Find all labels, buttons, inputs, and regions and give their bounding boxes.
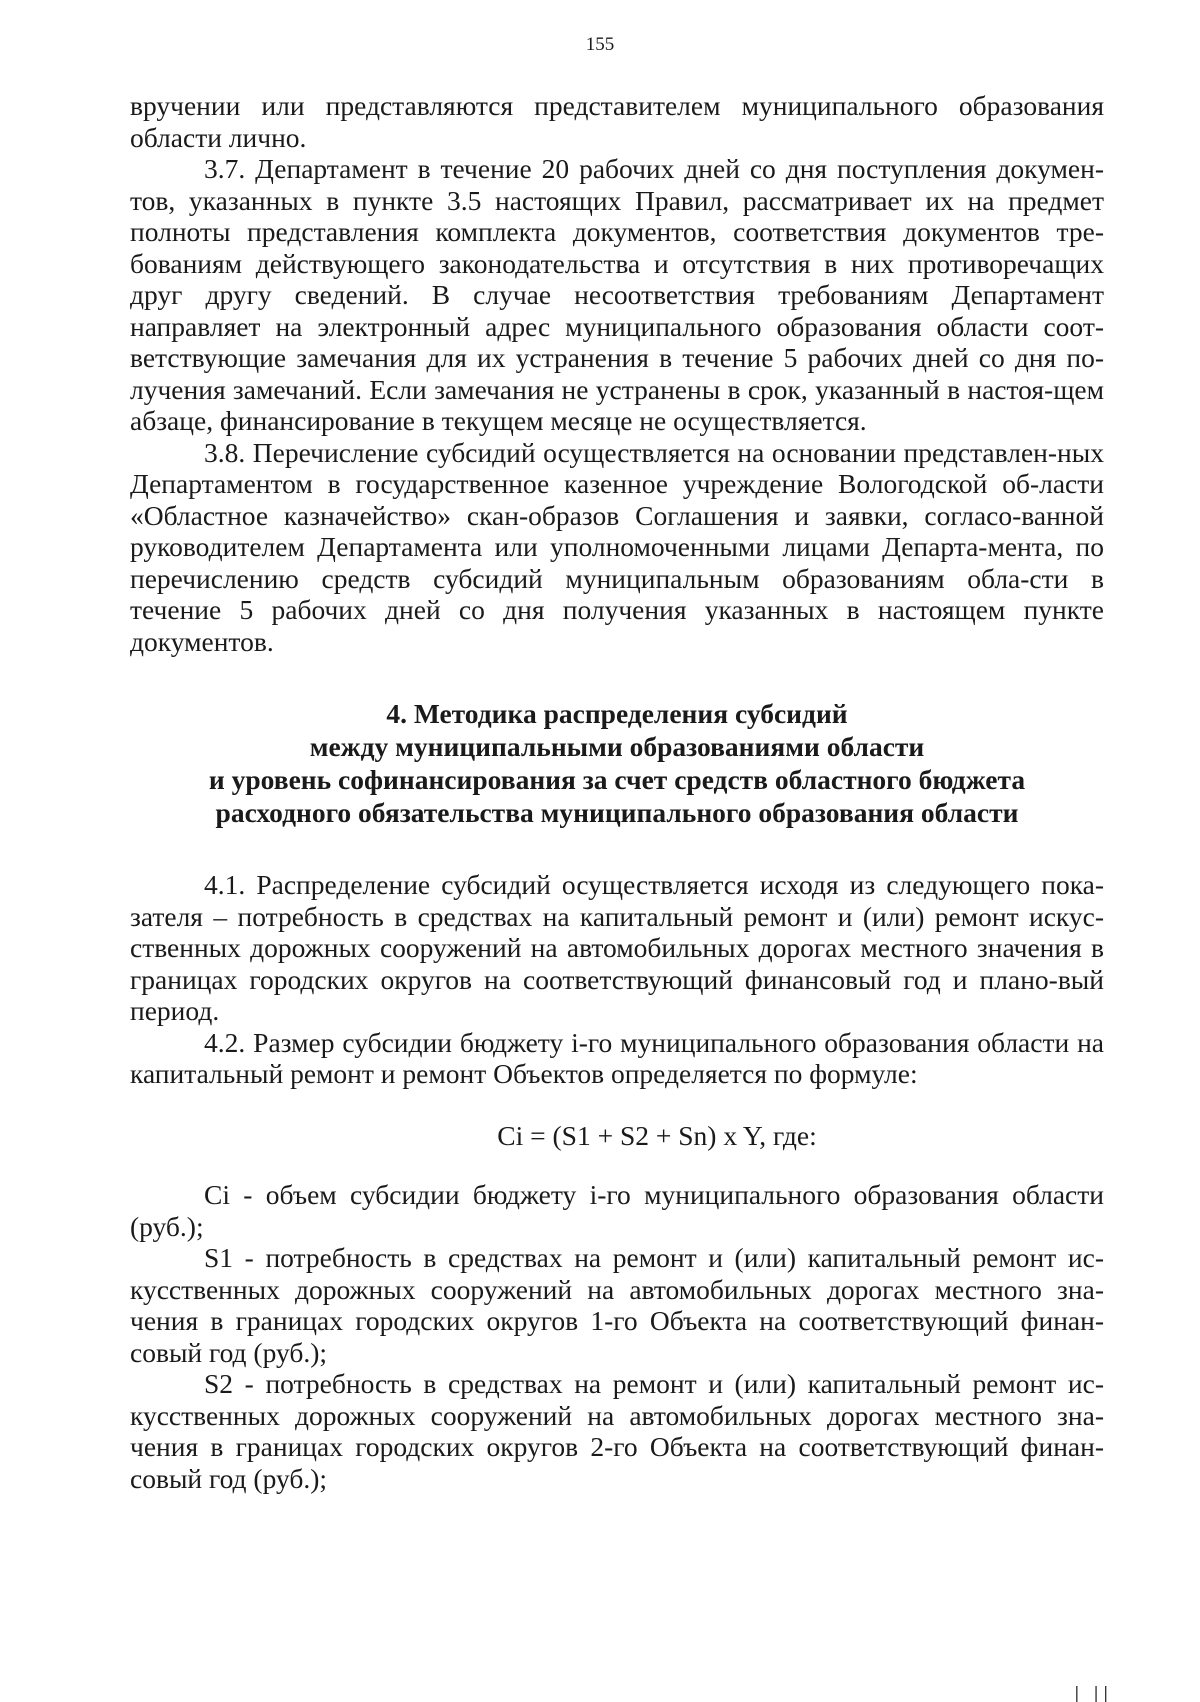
- section-heading-line: расходного обязательства муниципального образования области: [215, 797, 1019, 828]
- paragraph-3-8: 3.8. Перечисление субсидий осуществляется на основании представлен-ных Департаментом в государственное казенное учреждение Вологодской об-ласти «Областное казначейство» скан-образов Соглашения и заявки, согласо-ванной руководителем Департамента или уполномоченными лицами Департа-мента, по перечислению средств субсидий муниципальным образованиям обла-сти в течение 5 рабочих дней со дня получения указанных в настоящем пункте документов.: [130, 436, 1104, 657]
- paragraph-4-1: 4.1. Распределение субсидий осуществляется исходя из следующего пока-зателя – потребность в средствах на капитальный ремонт и (или) ремонт искус-ственных дорожных сооружений на автомобильных дорогах местного значения в границах городских округов на соответствующий финансовый год и плано-вый период.: [130, 869, 1104, 1026]
- paragraph-3-7: 3.7. Департамент в течение 20 рабочих дней со дня поступления докумен-тов, указанных в пункте 3.5 настоящих Правил, рассматривает их на предмет полноты представления комплекта документов, соответствия документов тре-бованиям действующего законодательства и отсутствия в них противоречащих друг другу сведений. В случае несоответствия требованиям Департамент направляет на электронный адрес муниципального образования области соот-ветствующие замечания для их устранения в течение 5 рабочих дней со дня по-лучения замечаний. Если замечания не устранены в срок, указанный в настоя-щем абзаце, финансирование в текущем месяце не осуществляется.: [130, 153, 1104, 436]
- page-number: 155: [585, 34, 615, 55]
- definition-ci: Ci - объем субсидии бюджету i-го муниципального образования области (руб.);: [130, 1179, 1104, 1242]
- scan-footer-mark: | ||: [1072, 1683, 1111, 1702]
- section-heading-line: между муниципальными образованиями области: [309, 731, 925, 762]
- section-heading: [130, 697, 1104, 829]
- definition-s2: S2 - потребность в средствах на ремонт и (или) капитальный ремонт ис-кусственных дорожных сооружений на автомобильных дорогах местного зна-чения в границах городских округов 2-го Объекта на соответствующий финан-совый год (руб.);: [130, 1368, 1104, 1494]
- document-body: [130, 90, 1104, 1494]
- section-heading-line: 4. Методика распределения субсидий: [386, 698, 848, 729]
- definition-s1: S1 - потребность в средствах на ремонт и (или) капитальный ремонт ис-кусственных дорожных сооружений на автомобильных дорогах местного зна-чения в границах городских округов 1-го Объекта на соответствующий финан-совый год (руб.);: [130, 1242, 1104, 1368]
- formula: Ci = (S1 + S2 + Sn) x Y, где:: [497, 1119, 817, 1151]
- paragraph-4-2: 4.2. Размер субсидии бюджету i-го муниципального образования области на капитальный ремонт и ремонт Объектов определяется по формуле:: [130, 1026, 1104, 1089]
- section-heading-line: и уровень софинансирования за счет средств областного бюджета: [208, 764, 1026, 795]
- paragraph-continuation: вручении или представляются представителем муниципального образования области лично.: [130, 90, 1104, 153]
